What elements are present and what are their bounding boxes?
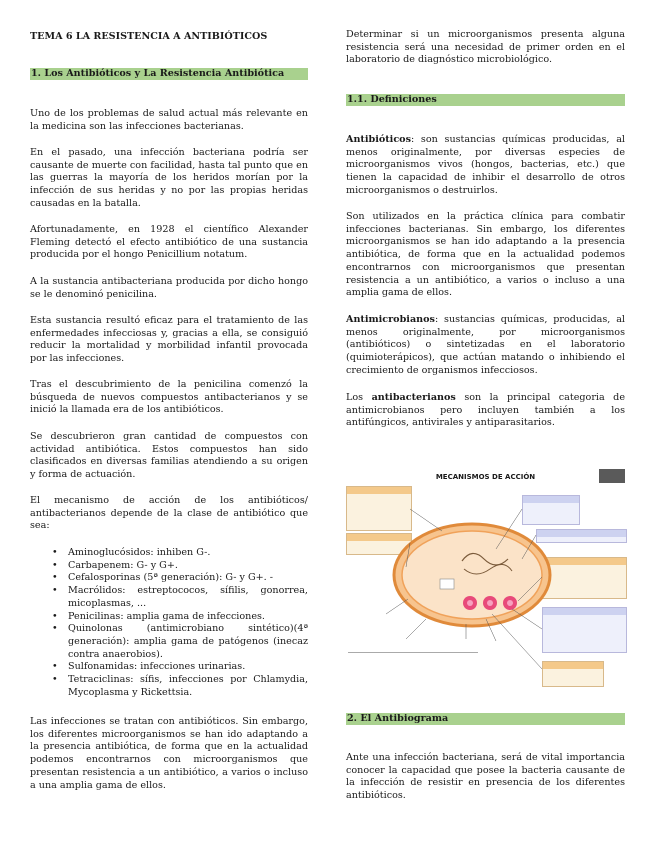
antibiotic-list [30,547,308,699]
definition-antimicrobianos: Antimicrobianos: sustancias químicas, producidas, al menos originalmente, por microorganismos (antibióticos) o sintetizadas en el laboratorio (quimioterápicos), que actúan matando o inhibiendo el crecimiento de organismos infecciosos. [346,314,625,376]
paragraph: Son utilizados en la práctica clínica para combatir infecciones bacterianas. Sin embargo, los diferentes microorganismos se han ido adaptando a la presencia antibiótica, de forma que en la actualidad podemos encontrarnos con microorganismos que presentan resistencia a un antibiótico, a varios o incluso a una amplia gama de ellos. [346,211,625,299]
list-item: • Cefalosporinas (5ª generación): G- y G+. - [30,572,308,585]
figure-title: MECANISMOS DE ACCIÓN [435,473,536,481]
mechanisms-figure [346,469,625,691]
list-item: • Carbapenem: G- y G+. [30,560,308,573]
paragraph: Uno de los problemas de salud actual más relevante en la medicina son las infecciones bacterianas. [30,108,308,132]
list-item: • Quinolonas (antimicrobiano sintético)(4ª generación): amplia gama de patógenos (inecaz contra anaerobios). [30,623,308,661]
figure-label [348,652,478,658]
list-item: • Macrólidos: estreptococos, sífilis, gonorrea, micoplasmas, ... [30,585,308,610]
term: Antibióticos [346,134,411,145]
document-title: TEMA 6 LA RESISTENCIA A ANTIBIÓTICOS [30,31,268,42]
section-2-heading: 2. El Antibiograma [346,713,625,725]
list-item: • Aminoglucósidos: inhiben G-. [30,547,308,560]
paragraph: A la sustancia antibacteriana producida por dicho hongo se le denominó penicilina. [30,276,308,300]
list-item: • Sulfonamidas: infecciones urinarias. [30,661,308,674]
paragraph: Tras el descubrimiento de la penicilina comenzó la búsqueda de nuevos compuestos antibacterianos y se inició la llamada era de los antibióticos. [30,379,308,416]
definition-antibioticos: Antibióticos: son sustancias químicas producidas, al menos originalmente, por diversas especies de microorganismos vivos (hongos, bacterias, etc.) que tienen la capacidad de inhibir el desarrollo de otros microorganismos o destruirlos. [346,134,625,196]
figure-label [350,629,351,634]
paragraph: En el pasado, una infección bacteriana podría ser causante de muerte con facilidad, hasta tal punto que en las guerras la mayoría de los heridos morían por la infección de sus heridas y no por las propias heridas causadas en la batalla. [30,147,308,209]
paragraph: El mecanismo de acción de los antibióticos/ antibacterianos depende de la clase de antibiótico que sea: [30,495,308,532]
paragraph: Esta sustancia resultó eficaz para el tratamiento de las enfermedades infecciosas y, gracias a ella, se consiguió reducir la mortalidad y morbilidad infantil provocada por las infecciones. [30,315,308,365]
term: antibacterianos [371,392,456,403]
section-1-heading: 1. Los Antibióticos y La Resistencia Antibiótica [30,68,308,80]
paragraph: Afortunadamente, en 1928 el científico Alexander Fleming detectó el efecto antibiótico de una sustancia producida por el hongo Penicillium notatum. [30,224,308,261]
term: Antimicrobianos [346,314,435,325]
list-item: • Penicilinas: amplia gama de infecciones. [30,611,308,624]
paragraph: Los antibacterianos son la principal categoria de antimicrobianos pero incluyen también a los antifúngicos, antivirales y antiparasitarios. [346,392,625,429]
paragraph: Se descubrieron gran cantidad de compuestos con actividad antibiótica. Estos compuestos han sido clasificados en diversas familias atendiendo a su origen y forma de actuación. [30,431,308,481]
paragraph: Ante una infección bacteriana, será de vital importancia conocer la capacidad que posee la bacteria causante de la infección de resistir en presencia de los diferentes antibióticos. [346,752,625,802]
list-item: • Tetraciclinas: sífis, infecciones por Chlamydia, Mycoplasma y Rickettsia. [30,674,308,699]
section-1-1-heading: 1.1. Definiciones [346,94,625,106]
paragraph: Las infecciones se tratan con antibióticos. Sin embargo, los diferentes microorganismos se han ido adaptando a la presencia antibiótica, de forma que en la actualidad podemos encontrarnos con microorganismos que presentan resistencia a un antibiótico, a varios o incluso a una amplia gama de ellos. [30,716,308,791]
paragraph: Determinar si un microorganismos presenta alguna resistencia será una necesidad de primer orden en el laboratorio de diagnóstico microbiológico. [346,29,625,66]
